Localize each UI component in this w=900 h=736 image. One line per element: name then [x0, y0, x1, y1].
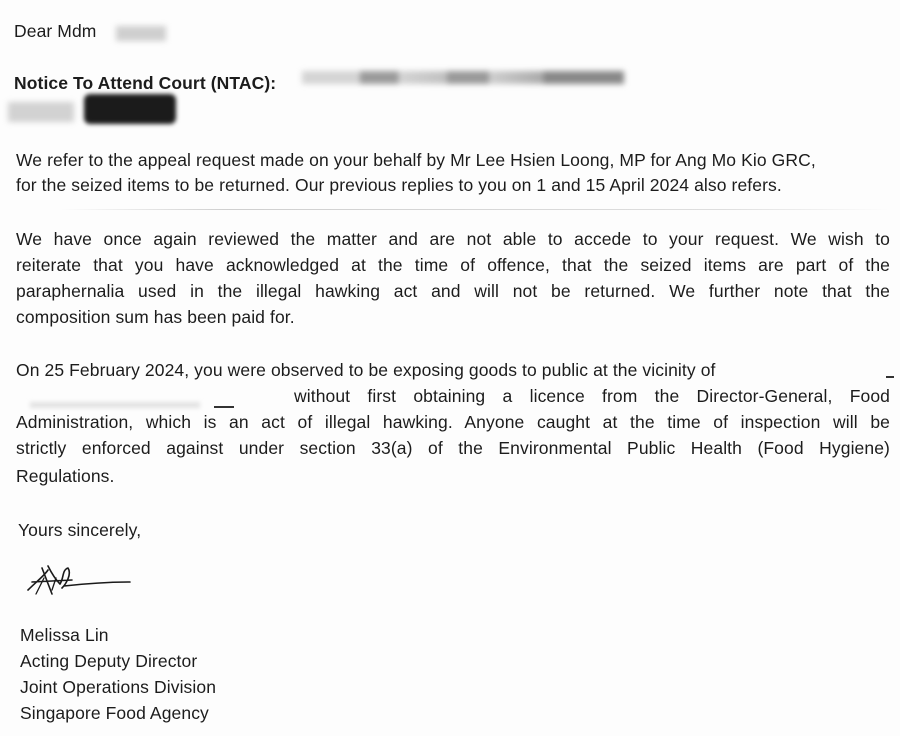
redaction-mark	[214, 406, 234, 408]
closing: Yours sincerely,	[18, 520, 142, 540]
paragraph-3-line-3: Administration, which is an act of illegal hawking. Anyone caught at the time of inspection will be	[16, 412, 890, 432]
paragraph-2-line-2: reiterate that you have acknowledged at the time of offence, that the seized items are part of the	[16, 255, 890, 275]
salutation: Dear Mdm	[14, 21, 97, 41]
paragraph-3-line-4: strictly enforced against under section 33(a) of the Environmental Public Health (Food Hygiene)	[16, 438, 890, 458]
signatory-title: Acting Deputy Director	[20, 651, 198, 671]
signatory-agency: Singapore Food Agency	[20, 703, 209, 723]
paragraph-1-line-1: We refer to the appeal request made on your behalf by Mr Lee Hsien Loong, MP for Ang Mo Kio GRC,	[16, 150, 816, 170]
signatory-division: Joint Operations Division	[20, 677, 217, 697]
handwritten-signature	[22, 560, 132, 600]
redacted-name	[116, 26, 166, 41]
ntac-heading: Notice To Attend Court (NTAC):	[14, 73, 277, 93]
paragraph-3-line-1: On 25 February 2024, you were observed to be exposing goods to public at the vicinity of	[16, 360, 716, 380]
divider-line	[60, 209, 890, 210]
redacted-id-light	[8, 102, 74, 122]
redaction-mark	[886, 376, 894, 378]
paragraph-3-line-2: without first obtaining a licence from the Director-General, Food	[294, 386, 890, 406]
redacted-id-dark	[84, 94, 176, 124]
paragraph-2-line-4: composition sum has been paid for.	[16, 307, 295, 327]
paragraph-1-line-2: for the seized items to be returned. Our previous replies to you on 1 and 15 April 2024 also refers.	[16, 175, 782, 195]
paragraph-3-line-5: Regulations.	[16, 466, 115, 486]
paragraph-2-line-3: paraphernalia used in the illegal hawking act and will not be returned. We further note that the	[16, 281, 890, 301]
redacted-ntac-number	[302, 71, 624, 84]
redacted-location	[30, 402, 200, 408]
paragraph-2-line-1: We have once again reviewed the matter and are not able to accede to your request. We wish to	[16, 229, 890, 249]
signatory-name: Melissa Lin	[20, 625, 109, 645]
